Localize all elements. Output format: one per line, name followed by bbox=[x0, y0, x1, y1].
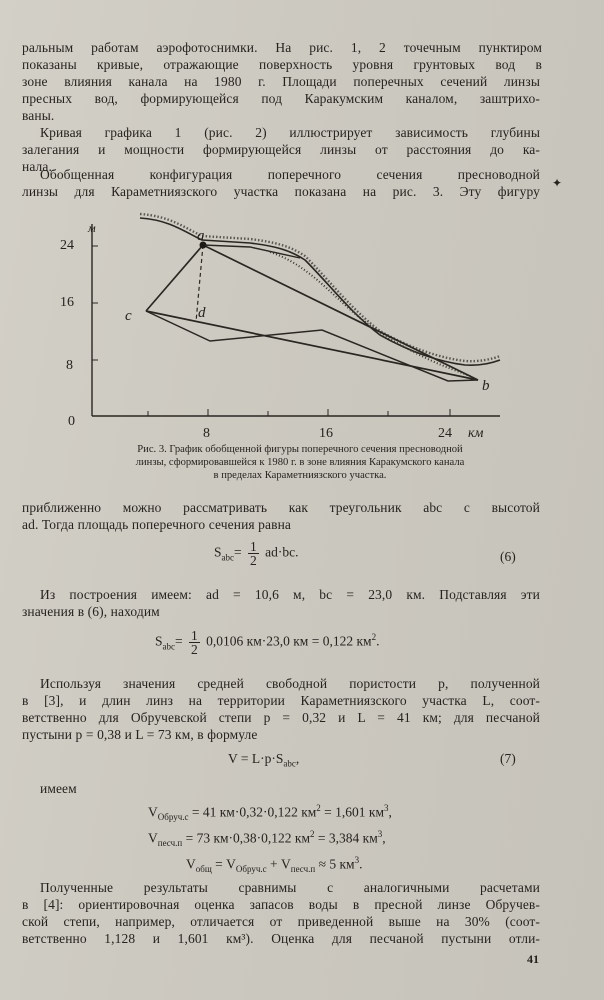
x-tick-label: 16 bbox=[319, 426, 333, 441]
equation-7: $V = L\cdot p\cdot S_{abc}$, bbox=[228, 751, 300, 769]
text-line: показаны кривые, отражающие поверхность уровня грунтовых вод в bbox=[22, 57, 542, 72]
y-axis-unit: м bbox=[88, 221, 96, 235]
text-line: ad. Тогда площадь поперечного сечения равна bbox=[22, 517, 292, 532]
equation-area: $S_{abc}=$ $\frac{1}{2}$ 0,0106 км·23,0 км = 0,122 $км^2$. bbox=[155, 628, 380, 657]
point-d-label: d bbox=[198, 305, 206, 321]
point-b-label: b bbox=[482, 378, 490, 394]
equation-number: (6) bbox=[500, 549, 516, 564]
text-line: ваны. bbox=[22, 108, 55, 123]
ground-surface-line bbox=[140, 218, 500, 365]
text-line: нала. bbox=[22, 159, 52, 174]
text-line: ветственно для Обручевской степи p = 0,32 и L = 41 км; для песчаной bbox=[22, 710, 540, 725]
page-number: 41 bbox=[527, 952, 539, 966]
text-line: ветственно 1,128 и 1,601 км³). Оценка для песчаной пустыни отли- bbox=[22, 931, 540, 946]
text-line: ской степи, например, отличается от приведенной выше на 30% (соот- bbox=[22, 914, 540, 929]
text-line: имеем bbox=[40, 781, 77, 796]
equation-number: (7) bbox=[500, 751, 516, 766]
y-tick-label: 0 bbox=[68, 414, 75, 429]
text-line: Из построения имеем: ad = 10,6 м, bc = 23,0 км. Подставляя эти bbox=[40, 587, 540, 602]
margin-mark: ✦ bbox=[552, 176, 563, 190]
text-line: в [4]: ориентировочная оценка запасов воды в пресной линзе Обручев- bbox=[22, 897, 540, 912]
x-tick-label: 24 bbox=[438, 426, 452, 441]
text-line: зоне влияния канала на 1980 г. Площади поперечных сечений линзы bbox=[22, 74, 540, 89]
figure-caption-line: в пределах Караметниязского участка. bbox=[213, 470, 387, 481]
x-tick-label: 8 bbox=[203, 426, 210, 441]
equation-volume-total: $V_{общ} = V_{Обруч.с} + V_{песч.п} \approx 5$ $км^3$. bbox=[186, 855, 363, 875]
text-line: в [3], и длин линз на территории Караметниязского участка L, соот- bbox=[22, 693, 540, 708]
text-line: приближенно можно рассматривать как треугольник abc с высотой bbox=[22, 500, 540, 515]
equation-volume-pesch: $V_{песч.п} = 73$ км·0,38·0,122 $км^2 = 3,384$ $км^3$, bbox=[148, 829, 386, 849]
x-axis-unit: км bbox=[468, 426, 484, 441]
y-tick-label: 8 bbox=[66, 358, 73, 373]
text-line: пресных вод, формирующейся под Каракумским каналом, заштрихо- bbox=[22, 91, 540, 106]
point-a-label: a bbox=[197, 228, 205, 244]
y-tick-label: 16 bbox=[60, 295, 74, 310]
text-line: линзы для Караметниязского участка показана на рис. 3. Эту фигуру bbox=[22, 184, 540, 199]
figure-caption-line: линзы, сформировавшейся к 1980 г. в зоне влияния Каракумского канала bbox=[135, 457, 465, 468]
point-c-label: c bbox=[125, 308, 132, 324]
y-tick-label: 24 bbox=[60, 238, 74, 253]
equation-6: $S_{abc}=$ $\frac{1}{2}$ ad·bc. bbox=[214, 539, 299, 568]
text-line: значения в (6), находим bbox=[22, 604, 160, 619]
text-line: пустыни p = 0,38 и L = 73 км, в формуле bbox=[22, 727, 258, 742]
text-line: залегания и мощности формирующейся линзы от расстояния до ка- bbox=[22, 142, 540, 157]
text-line: Полученные результаты сравнимы с аналогичными расчетами bbox=[40, 880, 540, 895]
text-line: Кривая графика 1 (рис. 2) иллюстрирует зависимость глубины bbox=[40, 125, 540, 140]
equation-volume-obruch: $V_{Обруч.с} = 41$ км·0,32·0,122 $км^2 = 1,601$ $км^3$, bbox=[148, 803, 392, 823]
text-line: ральным работам аэрофотоснимки. На рис. 1, 2 точечным пунктиром bbox=[22, 40, 542, 55]
text-line: Используя значения средней свободной пористости p, полученной bbox=[40, 676, 540, 691]
text-line: Обобщенная конфигурация поперечного сечения пресноводной bbox=[40, 167, 540, 182]
figure-caption-line: Рис. 3. График обобщенной фигуры поперечного сечения пресноводной bbox=[137, 444, 463, 455]
